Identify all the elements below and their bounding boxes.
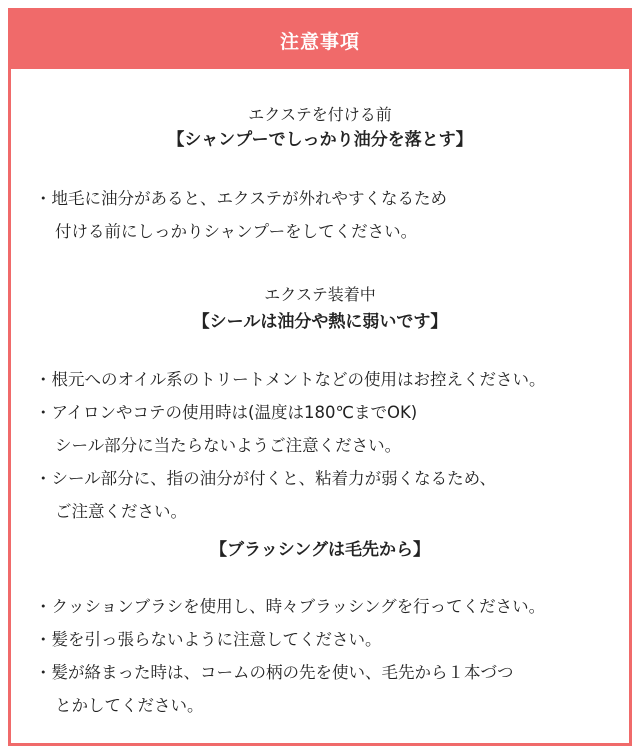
section1-bullet1-line1: ・地毛に油分があると、エクステが外れやすくなるため [35, 189, 448, 208]
section2-bullet2-line2: シール部分に当たらないようご注意ください。 [55, 436, 402, 455]
section2-subtitle: エクステ装着中 [264, 285, 376, 304]
caution-header [11, 11, 629, 69]
section3-bullet3-line1: ・髪が絡まった時は、コームの柄の先を使い、毛先から１本づつ [35, 663, 514, 682]
section2-bullet2-line1: ・アイロンやコテの使用時は(温度は180℃までOK) [35, 403, 418, 422]
section2-heading: 【シールは油分や熱に弱いです】 [192, 312, 448, 332]
section1-heading: 【シャンプーでしっかり油分を落とす】 [167, 130, 473, 150]
caution-card [8, 8, 632, 746]
section3-bullet1: ・クッションブラシを使用し、時々ブラッシングを行ってください。 [35, 597, 546, 616]
section3-bullet2: ・髪を引っ張らないように注意してください。 [35, 630, 382, 649]
section1-bullet1-line2: 付ける前にしっかりシャンプーをしてください。 [55, 222, 418, 241]
section3-heading: 【ブラッシングは毛先から】 [210, 540, 430, 560]
caution-title: 注意事項 [279, 30, 360, 53]
section2-bullet3-line2: ご注意ください。 [55, 502, 187, 521]
section3-bullet3-line2: とかしてください。 [55, 696, 204, 715]
section2-bullet1: ・根元へのオイル系のトリートメントなどの使用はお控えください。 [35, 370, 546, 389]
section1-subtitle: エクステを付ける前 [248, 105, 392, 124]
section2-bullet3-line1: ・シール部分に、指の油分が付くと、粘着力が弱くなるため、 [35, 469, 497, 488]
